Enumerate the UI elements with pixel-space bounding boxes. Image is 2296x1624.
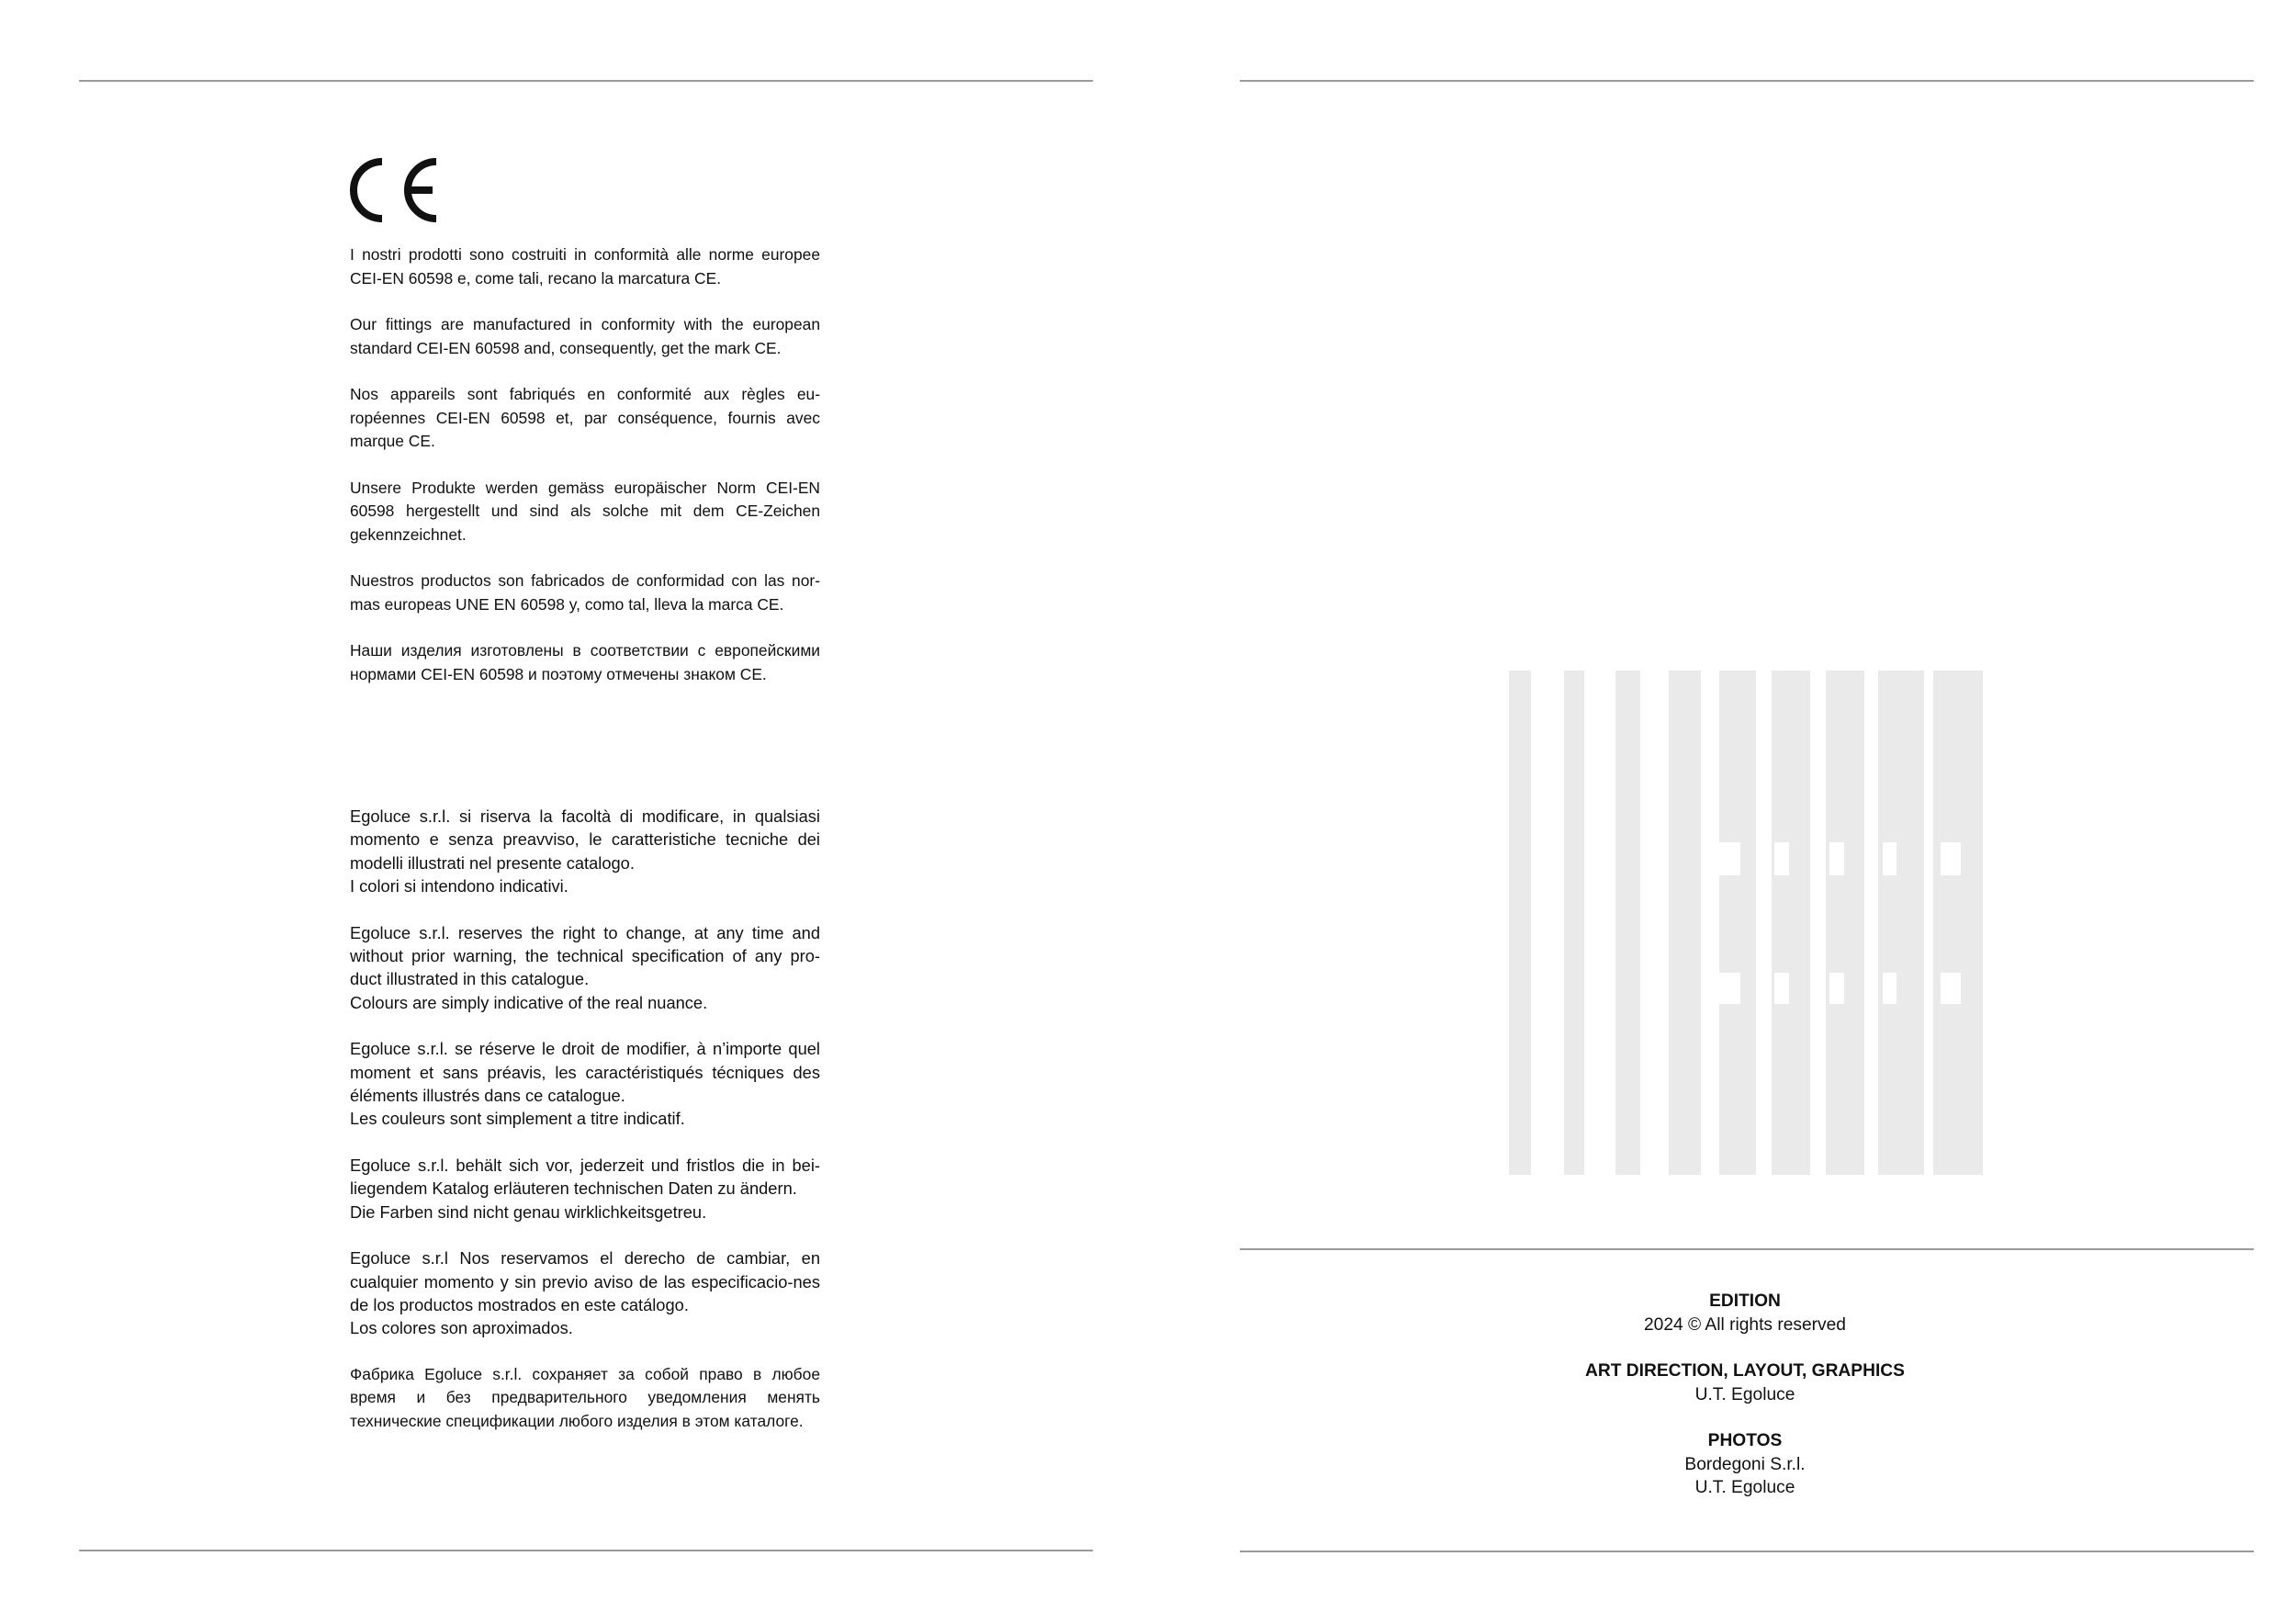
left-page-bottom-rule xyxy=(79,1550,1093,1551)
disclaimer-paragraph-de xyxy=(350,1154,820,1224)
disclaimer-text: Egoluce s.r.l. se réserve le droit de modifier, à n’importe quel moment et sans préavis, les caractéristiqués técniques des éléments illustrés dans ce catalogue. xyxy=(350,1039,820,1106)
disclaimer-color-note: Les couleurs sont simplement a titre indicatif. xyxy=(350,1109,685,1129)
disclaimer-text: Фабрика Egoluce s.r.l. сохраняет за собой право в любое время и без предварительного уведомления менять технические спецификации любого изделия в этом каталоге. xyxy=(350,1364,820,1430)
conformity-paragraph-ru: Наши изделия изготовлены в соответствии с европейскими нормами CEI-EN 60598 и поэтому отмечены знаком CE. xyxy=(350,641,820,683)
disclaimer-color-note: I colori si intendono indicativi. xyxy=(350,876,568,897)
credit-line: Bordegoni S.r.l. xyxy=(1684,1454,1806,1474)
conformity-paragraph-de: Unsere Produkte werden gemäss europäischer Norm CEI-EN 60598 hergestellt und sind als solche mit dem CE-Zeichen gekennzeichnet. xyxy=(350,478,820,544)
disclaimer-color-note: Die Farben sind nicht genau wirklichkeitsgetreu. xyxy=(350,1201,707,1222)
credit-heading: EDITION xyxy=(1709,1291,1781,1311)
disclaimer-text: Egoluce s.r.l. behält sich vor, jederzeit und fristlos die in bei-liegendem Katalog erläuteren technischen Daten zu ändern. xyxy=(350,1155,820,1199)
disclaimer-paragraph-it xyxy=(350,805,820,898)
egoluce-bars-logo xyxy=(1509,671,1983,1175)
disclaimer-paragraph-es xyxy=(350,1246,820,1340)
right-page-top-rule xyxy=(1240,80,2254,82)
credit-heading: PHOTOS xyxy=(1707,1431,1783,1450)
disclaimer-color-note: Colours are simply indicative of the real nuance. xyxy=(350,992,708,1012)
conformity-paragraph-en: Our fittings are manufactured in conformity with the european standard CEI-EN 60598 and, consequently, get the mark CE. xyxy=(350,315,820,357)
credit-line: 2024 © All rights reserved xyxy=(1644,1314,1846,1335)
disclaimer-paragraph-ru xyxy=(350,1363,820,1434)
credit-line: U.T. Egoluce xyxy=(1694,1478,1795,1497)
disclaimer-section xyxy=(350,805,820,1433)
credits-section xyxy=(1469,1290,2020,1523)
credit-edition xyxy=(1469,1290,2020,1336)
disclaimer-paragraph-en xyxy=(350,921,820,1015)
disclaimer-text: Egoluce s.r.l Nos reservamos el derecho de cambiar, en cualquier momento y sin previo aviso de las especificacio-nes de los productos mostrados en este catálogo. xyxy=(350,1248,820,1314)
right-page-bottom-rule xyxy=(1240,1551,2254,1552)
credit-art-direction xyxy=(1469,1359,2020,1406)
disclaimer-text: Egoluce s.r.l. si riserva la facoltà di modificare, in qualsiasi momento e senza preavviso, le caratteristiche tecniche dei modelli illustrati nel presente catalogo. xyxy=(350,806,820,873)
disclaimer-paragraph-fr xyxy=(350,1037,820,1131)
credit-photos xyxy=(1469,1429,2020,1500)
credit-line: U.T. Egoluce xyxy=(1694,1384,1795,1404)
credit-heading: ART DIRECTION, LAYOUT, GRAPHICS xyxy=(1585,1361,1905,1381)
right-page-middle-rule xyxy=(1240,1248,2254,1250)
conformity-paragraph-es: Nuestros productos son fabricados de conformidad con las nor-mas europeas UNE EN 60598 y, como tal, lleva la marca CE. xyxy=(350,571,820,614)
conformity-paragraph-it: I nostri prodotti sono costruiti in conformità alle norme europee CEI-EN 60598 e, come tali, recano la marcatura CE. xyxy=(350,245,820,288)
ce-mark-logo xyxy=(350,158,440,222)
conformity-paragraph-fr: Nos appareils sont fabriqués en conformité aux règles eu-ropéennes CEI-EN 60598 et, par conséquence, fournis avec marque CE. xyxy=(350,385,820,450)
left-page-top-rule xyxy=(79,80,1093,82)
conformity-section xyxy=(350,243,820,686)
disclaimer-text: Egoluce s.r.l. reserves the right to change, at any time and without prior warning, the technical specification of any pro-duct illustrated in this catalogue. xyxy=(350,922,820,989)
segmented-bars xyxy=(1719,671,1983,1175)
disclaimer-color-note: Los colores son aproximados. xyxy=(350,1318,573,1338)
